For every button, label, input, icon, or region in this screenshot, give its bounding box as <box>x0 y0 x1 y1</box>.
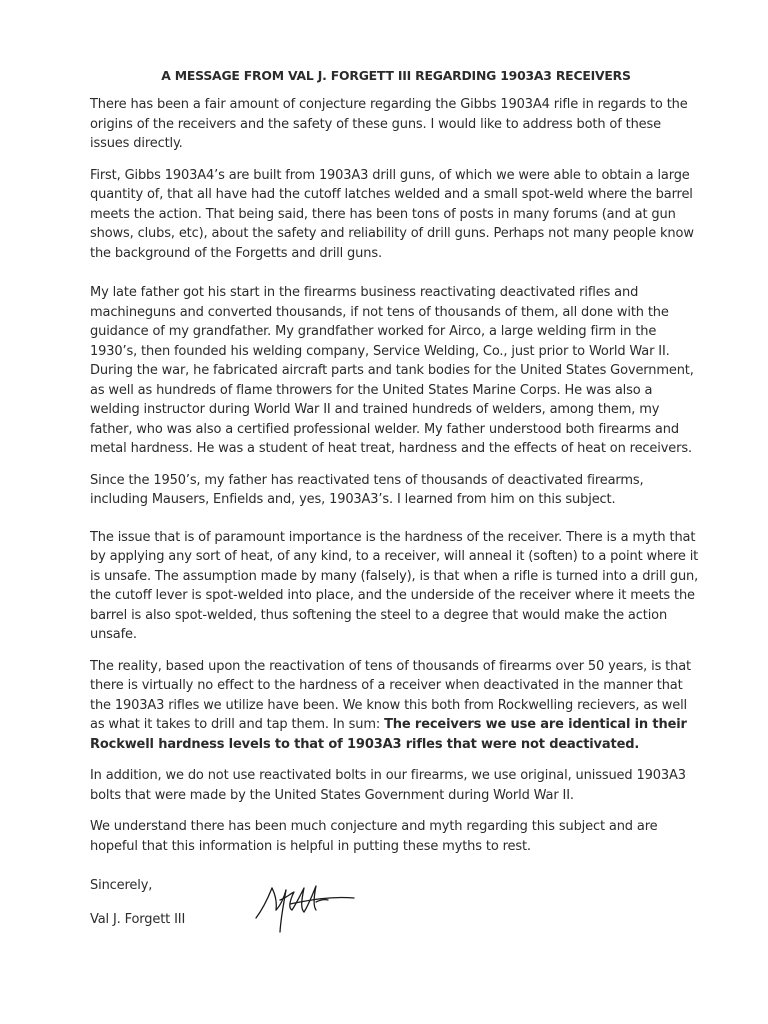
closing-block <box>90 876 702 929</box>
paragraph-hardness-issue: The issue that is of paramount importance is the hardness of the receiver. There is a myth that by applying any sort of heat, of any kind, to a receiver, will anneal it (soften) to a point where it is unsafe. The assumption made by many (falsely), is that when a rifle is turned into a drill gun, the cutoff lever is spot-welded into place, and the underside of the receiver where it meets the barrel is also spot-welded, thus softening the steel to a degree that would make the action unsafe. <box>90 529 699 642</box>
paragraph-father-background: My late father got his start in the firearms business reactivating deactivated rifles and machineguns and converted thousands, if not tens of thousands of them, all done with the guidance of my grandfather. My grandfather worked for Airco, a large welding firm in the 1930’s, then founded his welding company, Service Welding, Co., just prior to World War II. During the war, he fabricated aircraft parts and tank bodies for the United States Government, as well as hundreds of flame throwers for the United States Marine Corps. He was also a welding instructor during World War II and trained hundreds of welders, among them, my father, who was also a certified professional welder. My father understood both firearms and metal hardness. He was a student of heat treat, hardness and the effects of heat on receivers. <box>90 285 694 456</box>
paragraph-reality <box>90 657 702 755</box>
signature-image <box>250 880 360 940</box>
letter-page <box>90 68 702 943</box>
signer-name: Val J. Forgett III <box>90 911 186 927</box>
closing-salutation: Sincerely, <box>90 878 153 893</box>
reality-bold-statement: The receivers we use are identical in their Rockwell hardness levels to that of 1903A3 rifles that were not deactivated. <box>90 717 687 752</box>
paragraph-1950s: Since the 1950’s, my father has reactivated tens of thousands of deactivated firearms, including Mausers, Enfields and, yes, 1903A3’s. I learned from him on this subject. <box>90 472 644 507</box>
paragraph-drill-guns: First, Gibbs 1903A4’s are built from 1903A3 drill guns, of which we were able to obtain a large quantity of, that all have had the cutoff latches welded and a small spot-weld where the barrel meets the action. That being said, there has been tons of posts in many forums (and at gun shows, clubs, etc), about the safety and reliability of drill guns. Perhaps not many people know the background of the Forgetts and drill guns. <box>90 167 694 261</box>
paragraph-intro: There has been a fair amount of conjecture regarding the Gibbs 1903A4 rifle in regards to the origins of the receivers and the safety of these guns. I would like to address both of these issues directly. <box>90 97 688 151</box>
paragraph-conclusion: We understand there has been much conjecture and myth regarding this subject and are hopeful that this information is helpful in putting these myths to rest. <box>90 819 658 854</box>
reality-text: The reality, based upon the reactivation of tens of thousands of firearms over 50 years, is that there is virtually no effect to the hardness of a receiver when deactivated in the manner that the 1903A3 rifles we utilize have been. We know this both from Rockwelling recievers, as well as what it takes to drill and tap them. In sum: <box>90 658 691 732</box>
letter-title: A MESSAGE FROM VAL J. FORGETT III REGARDING 1903A3 RECEIVERS <box>161 68 631 83</box>
paragraph-bolts: In addition, we do not use reactivated bolts in our firearms, we use original, unissued 1903A3 bolts that were made by the United States Government during World War II. <box>90 768 686 803</box>
